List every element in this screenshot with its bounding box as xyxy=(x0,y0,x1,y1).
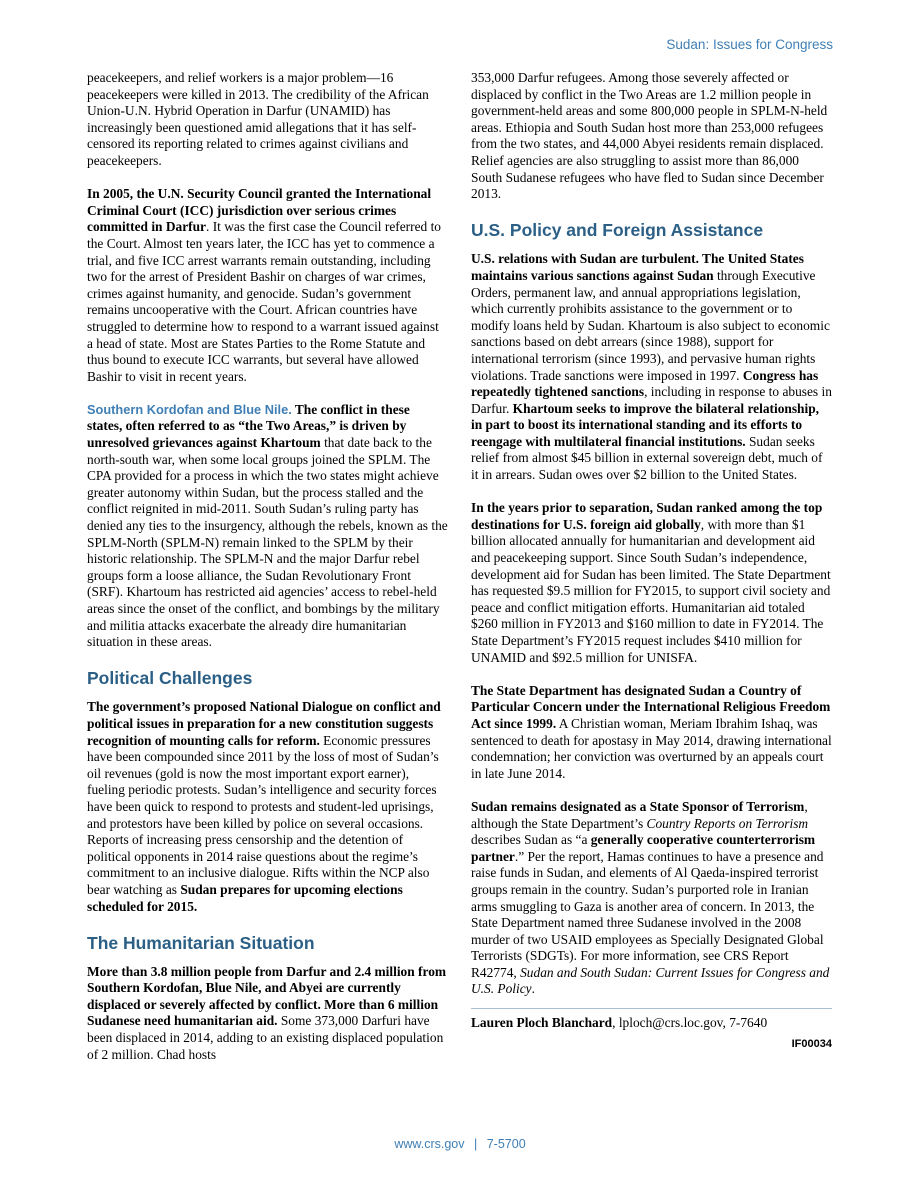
paragraph-text: .” Per the report, Hamas continues to have a presence and raise funds in Sudan, and elements of Al Qaeda-inspired terrorist groups remain in the country. Sudan’s purported role in Iranian arms smuggling to Gaza is another area of concern. In 2013, the State Department named three Sudanese involved in the 2008 murder of two USAID employees as Specially Designated Global Terrorists (SDGTs). For more information, see CRS Report R42774, xyxy=(471,848,824,980)
paragraph-text: , with more than $1 billion allocated annually for humanitarian and development aid and peacekeeping support. Since South Sudan’s independence, development aid for Sudan has been limited. The State Department has requested $9.5 million for FY2015, to support civil society and peace and conflict mitigation efforts. Humanitarian aid totaled $260 million in FY2013 and $160 million to date in FY2014. The State Department’s FY2015 request includes $410 million for UNAMID and $92.5 million for UNISFA. xyxy=(471,516,831,665)
author-name: Lauren Ploch Blanchard xyxy=(471,1015,613,1031)
paragraph-religious-freedom xyxy=(471,683,832,783)
page-footer xyxy=(0,1137,920,1151)
bold-lead: U.S. relations with Sudan are turbulent. The United States maintains various sanctions against Sudan xyxy=(471,251,804,283)
paragraph-text: that date back to the north-south war, when some local groups joined the SPLM. The CPA provided for a process in which the two states might achieve greater autonomy within Sudan, but the process stalled and the conflict reignited in mid-2011. South Sudan’s ruling party has denied any ties to the insurgency, although the rebels, known as the SPLM-North (SPLM-N) remain linked to the SPLM by their historic relationship. The SPLM-N and the major Darfur rebel groups form a loose alliance, the Sudan Revolutionary Front (SRF). Khartoum has restricted aid agencies’ access to rebel-held areas since the onset of the conflict, and bombings by the military and militia attacks exacerbate the already dire humanitarian situation in these areas. xyxy=(87,435,448,650)
paragraph-text: , including in response to abuses in Darfur. xyxy=(471,384,832,416)
bold-emphasis: Congress has repeatedly tightened sanctions xyxy=(471,367,819,400)
section-heading-political: Political Challenges xyxy=(87,668,253,689)
paragraph-text: , although the State Department’s xyxy=(471,798,808,831)
bold-emphasis: Sudan prepares for upcoming elections scheduled for 2015. xyxy=(87,881,403,914)
paragraph-text: . xyxy=(531,981,535,997)
bold-emphasis: Khartoum seeks to improve the bilateral relationship, in part to boost its international standing and its efforts to reengage with multilateral financial institutions. xyxy=(471,400,820,449)
report-title: Country Reports on Terrorism xyxy=(646,815,809,831)
paragraph-text: 353,000 Darfur refugees. Among those severely affected or displaced by conflict in the Two Areas are 1.2 million people in government-held areas and some 800,000 people in SPLM-N-held areas. Ethiopia and South Sudan host more than 253,000 refugees from the two states, and 44,000 Abyei residents remain displaced. Relief agencies are also struggling to assist more than 86,000 South Sudanese refugees who have fled to Sudan since December 2013. xyxy=(471,70,828,202)
bold-emphasis: generally cooperative counterterrorism partner xyxy=(471,832,816,864)
bold-lead: More than 3.8 million people from Darfur and 2.4 million from Southern Kordofan, Blue Nile, and Abyei are currently displaced or severely affected by conflict. More than 6 million Sudanese need humanitarian aid. xyxy=(87,963,447,1029)
paragraph-text: describes Sudan as “a xyxy=(471,832,591,848)
bold-lead: The State Department has designated Sudan a Country of Particular Concern under the International Religious Freedom Act since 1999. xyxy=(471,682,831,731)
paragraph-foreign-aid xyxy=(471,500,832,666)
paragraph-terrorism xyxy=(471,799,832,998)
footer-website-link[interactable]: www.crs.gov xyxy=(394,1137,465,1151)
left-column xyxy=(87,70,448,1080)
paragraph-text: A Christian woman, Meriam Ibrahim Ishaq, was sentenced to death for apostasy in May 2014, drawing international condemnation; her conviction was overturned by an appeals court in late June 2014. xyxy=(471,715,832,781)
paragraph-two-areas xyxy=(87,402,448,651)
right-column xyxy=(471,70,832,1052)
author-contact: , lploch@crs.loc.gov, 7-7640 xyxy=(612,1015,768,1031)
paragraph-refugees xyxy=(471,70,832,203)
bold-lead: In 2005, the U.N. Security Council granted the International Criminal Court (ICC) jurisdiction over serious crimes committed in Darfur xyxy=(87,186,432,235)
paragraph-text: . It was the first case the Council referred to the Court. Almost ten years later, the ICC has yet to commence a trial, and five ICC arrest warrants remain outstanding, including two for the arrest of President Bashir on charges of war crimes, crimes against humanity, and genocide. Sudan’s government remains uncooperative with the Court. African countries have struggled to determine how to respond to a warrant issued against a head of state. Most are States Parties to the Rome Statute and thus bound to execute ICC warrants, but several have allowed Bashir to visit in recent years. xyxy=(87,219,441,384)
section-heading-us-policy: U.S. Policy and Foreign Assistance xyxy=(471,220,764,241)
paragraph-text: Sudan seeks relief from almost $45 billion in external sovereign debt, much of it in arrears. Sudan owes over $2 billion to the United States. xyxy=(471,433,823,483)
crs-report-title: Sudan and South Sudan: Current Issues for Congress and U.S. Policy xyxy=(471,964,830,997)
running-head-title: Sudan: Issues for Congress xyxy=(666,37,833,52)
paragraph-icc xyxy=(87,186,448,385)
paragraph-sanctions xyxy=(471,251,832,483)
bold-lead: The conflict in these states, often referred to as “the Two Areas,” is driven by unresolved grievances against Khartoum xyxy=(87,401,410,451)
section-heading-humanitarian: The Humanitarian Situation xyxy=(87,932,315,953)
document-id: IF00034 xyxy=(791,1037,832,1050)
bold-lead: The government’s proposed National Dialogue on conflict and political issues in preparation for a new constitution suggests recognition of mounting calls for reform. xyxy=(87,699,441,748)
paragraph-peacekeepers xyxy=(87,70,448,170)
footer-phone: 7-5700 xyxy=(486,1137,526,1151)
author-line xyxy=(471,1008,832,1032)
paragraph-national-dialogue xyxy=(87,699,448,915)
paragraph-text: Economic pressures have been compounded since 2011 by the loss of most of Sudan’s oil revenues (gold is now the most important export earner), fueling periodic protests. Sudan’s intelligence and security forces have been quick to respond to protests and student-led uprisings, and protestors have been killed by police on several occasions. Reports of increasing press censorship and the detention of political opponents in 2014 raise questions about the regime’s commitment to an inclusive dialogue. Rifts within the NCP also bear watching as xyxy=(87,732,439,897)
paragraph-text: peacekeepers, and relief workers is a major problem—16 peacekeepers were killed in 2013. The credibility of the African Union-U.N. Hybrid Operation in Darfur (UNAMID) has increasingly been questioned amid allegations that it has self-censored its reporting related to crimes against civilians and peacekeepers. xyxy=(87,70,429,168)
paragraph-text: through Executive Orders, permanent law, and annual appropriations legislation, which currently prohibits assistance to the government or to modify loans held by Sudan. Khartoum is also subject to economic sanctions based on debt arrears (since 1988), support for international terrorism (since 1993), and pervasive human rights violations. Trade sanctions were imposed in 1997. xyxy=(471,267,830,383)
footer-separator: | xyxy=(473,1137,478,1151)
bold-lead: Sudan remains designated as a State Sponsor of Terrorism xyxy=(471,798,805,814)
paragraph-text: Some 373,000 Darfuri have been displaced in 2014, adding to an existing displaced population of 2 million. Chad hosts xyxy=(87,1013,444,1062)
bold-lead: In the years prior to separation, Sudan ranked among the top destinations for U.S. foreign aid globally xyxy=(471,500,823,532)
runin-heading: Southern Kordofan and Blue Nile. xyxy=(87,401,292,417)
paragraph-displacement xyxy=(87,964,448,1064)
